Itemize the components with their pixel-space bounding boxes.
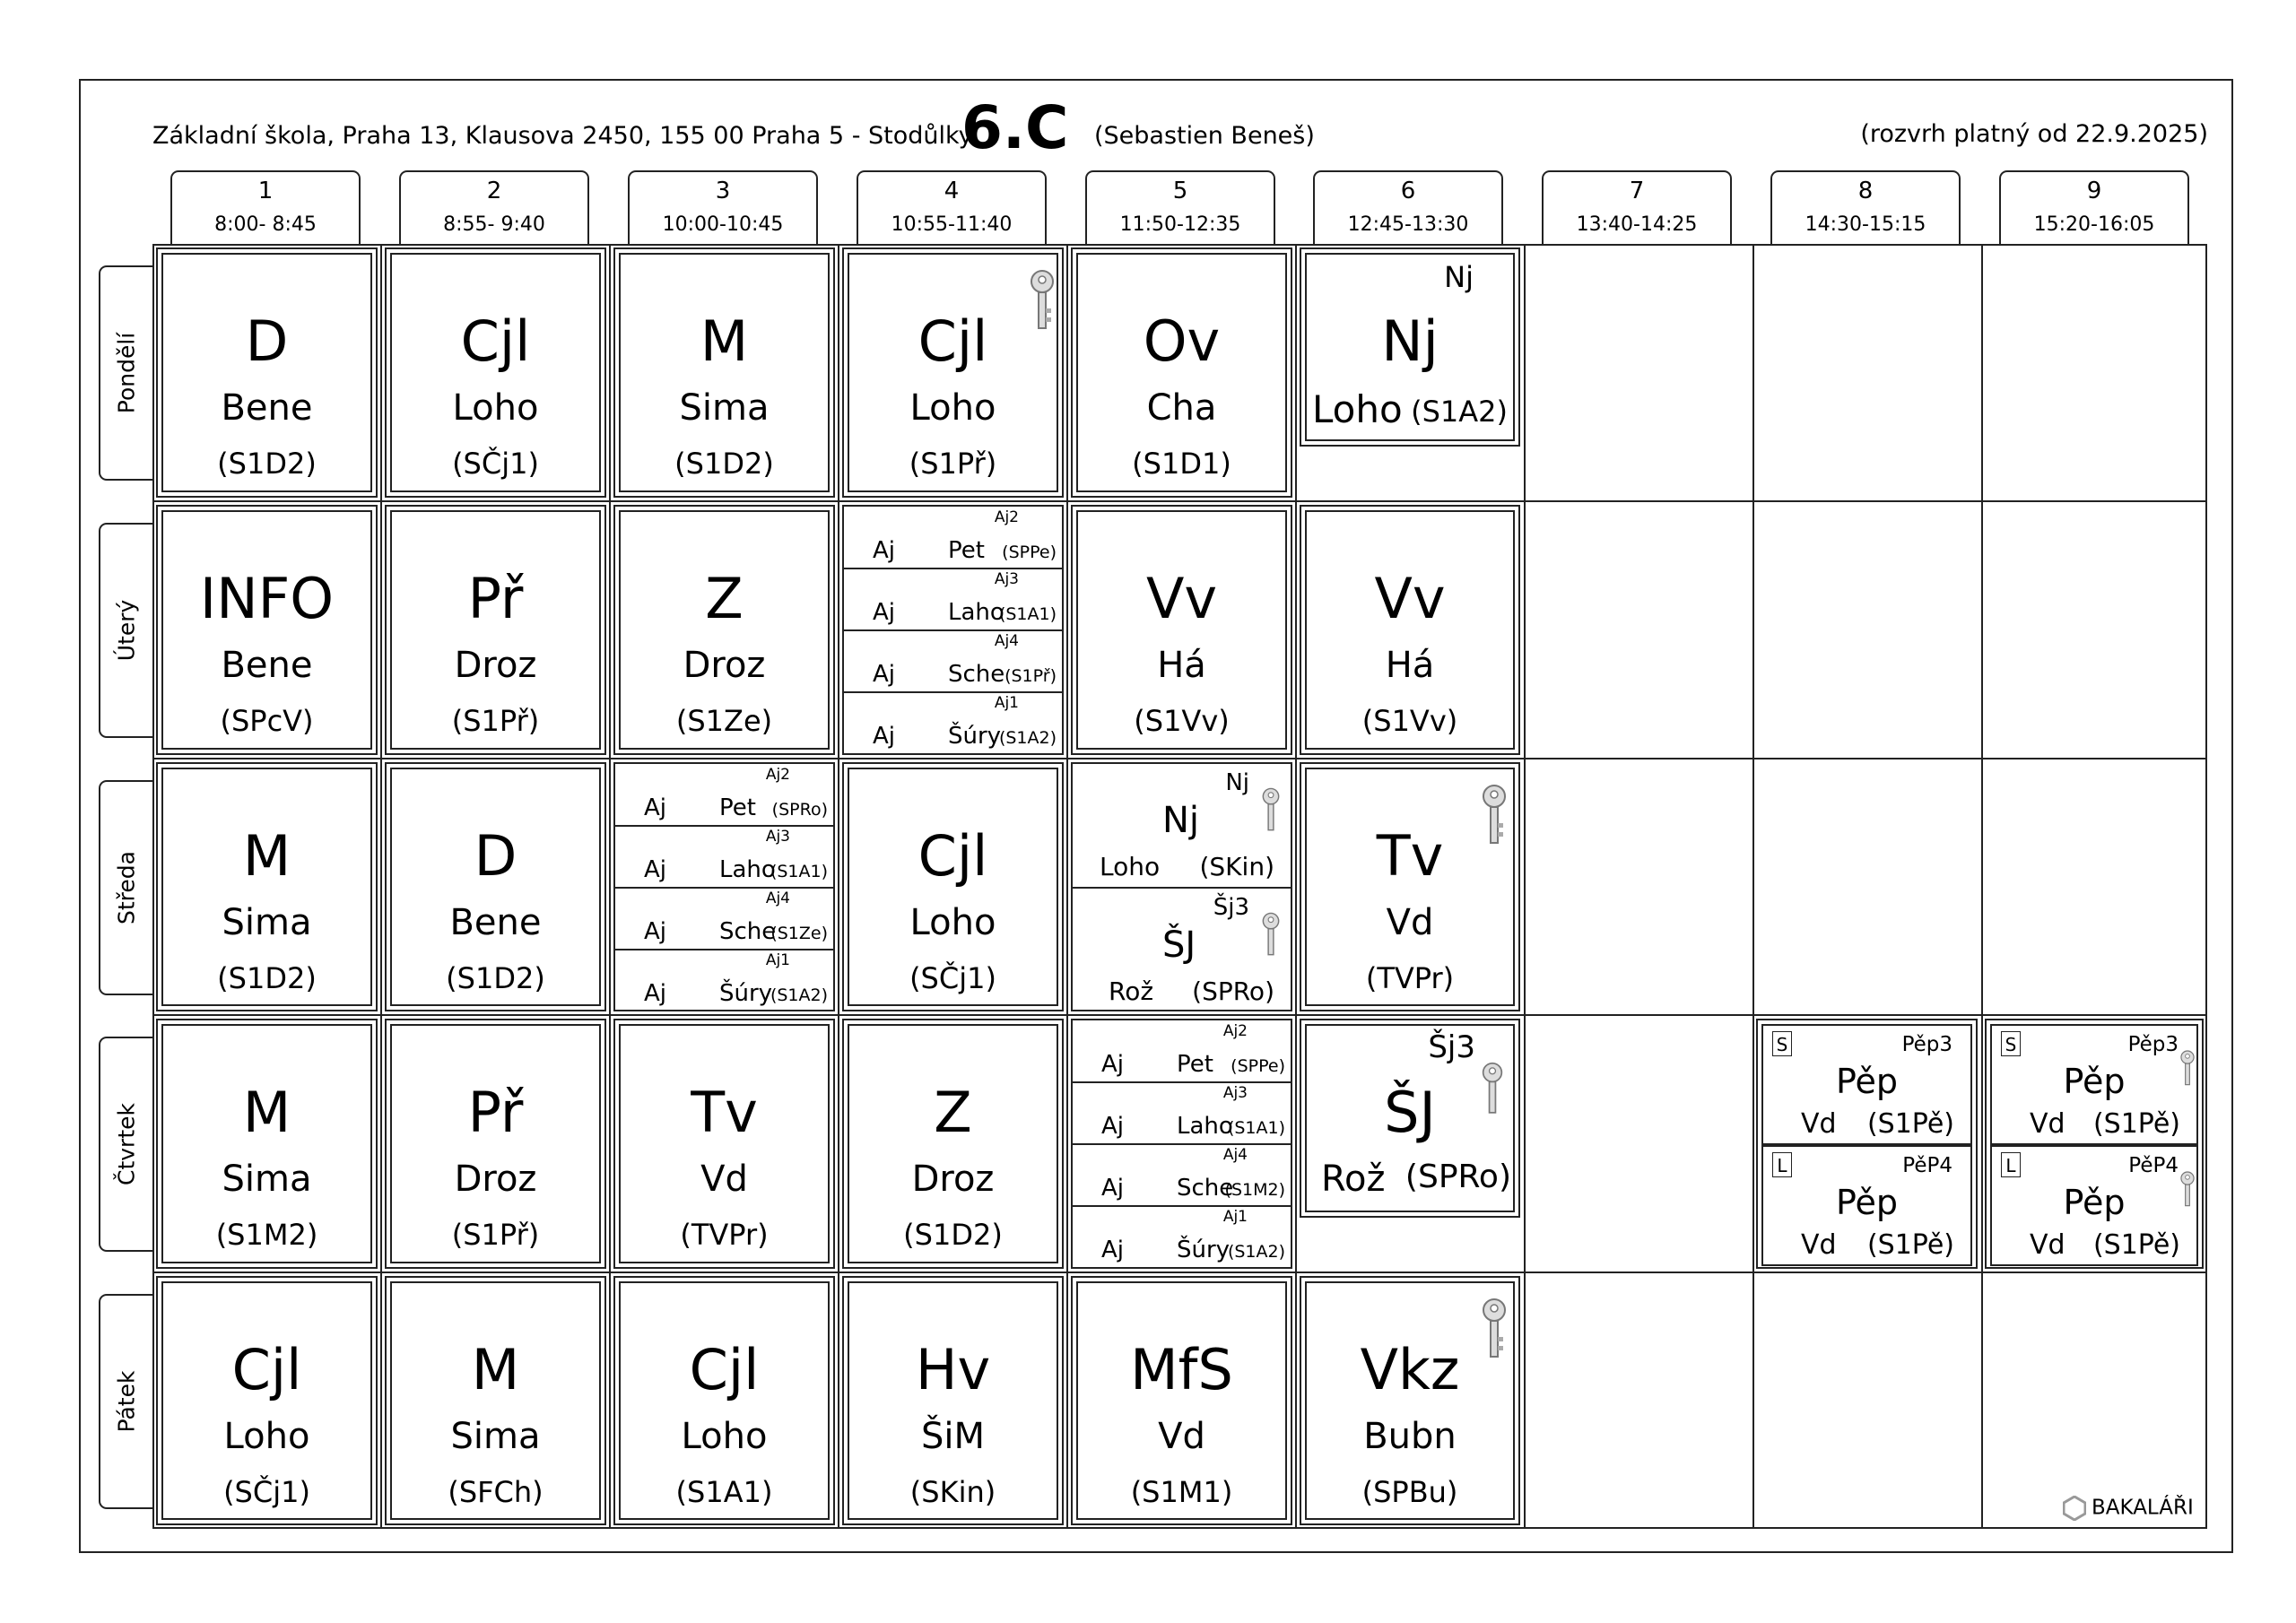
split-teacher: Laho [948, 599, 1004, 626]
period-header-7 [1542, 170, 1732, 244]
brand-name: BAKALÁŘI [2092, 1496, 2194, 1520]
grid-column-divider [1295, 244, 1297, 1529]
class-teacher: (Sebastien Beneš) [1094, 122, 1315, 150]
odd-week-lesson [1761, 1024, 1972, 1145]
lesson-card[interactable] [156, 505, 378, 755]
period-header-1 [170, 170, 361, 244]
grid-row-divider [152, 500, 2207, 502]
lesson-teacher: Droz [683, 645, 766, 686]
half-subject: Nj [1162, 800, 1200, 841]
lesson-group: Nj [1444, 260, 1474, 294]
period-number: 2 [486, 178, 502, 204]
lesson-room: (S1M1) [1130, 1475, 1233, 1509]
lesson-card[interactable] [1300, 1276, 1520, 1525]
lesson-subject: Cjl [231, 1337, 302, 1402]
split-room: (S1A1) [770, 862, 828, 881]
lesson-card[interactable] [156, 247, 378, 498]
split-teacher: Laho [719, 856, 776, 883]
lesson-teacher: Rož [1321, 1159, 1386, 1200]
split-subject: Aj [1101, 1051, 1125, 1078]
half-lesson-card[interactable] [1071, 762, 1292, 1011]
split-lesson-row [615, 764, 833, 827]
split-group: Aj3 [994, 570, 1019, 588]
lesson-room: (S1D2) [217, 447, 317, 481]
lesson-teacher: Há [1157, 645, 1206, 686]
split-subject: Aj [1101, 1237, 1125, 1263]
lesson-subject: M [700, 308, 749, 374]
period-time: 15:20-16:05 [2033, 213, 2155, 236]
day-label: Středa [113, 851, 140, 924]
day-tab-friday [99, 1294, 152, 1509]
school-name: Základní škola, Praha 13, Klausova 2450, 155 00 Praha 5 - Stodůlky [152, 122, 973, 150]
lesson-room: (S1Vv) [1134, 704, 1230, 738]
lesson-subject: MfS [1130, 1337, 1233, 1402]
period-time: 12:45-13:30 [1347, 213, 1469, 236]
week-lesson-card[interactable] [1985, 1019, 2204, 1269]
grid-row-divider [152, 1271, 2207, 1273]
day-tab-wednesday [99, 780, 152, 995]
split-teacher: Pet [1177, 1051, 1213, 1078]
split-group: Aj2 [1222, 1022, 1248, 1040]
grid-column-divider [380, 244, 382, 1529]
period-time: 10:55-11:40 [891, 213, 1013, 236]
week-subject: Pěp [2063, 1062, 2126, 1101]
lesson-room: (S1A1) [675, 1475, 773, 1509]
half-subject: ŠJ [1162, 924, 1196, 966]
grid-row-divider [152, 758, 2207, 759]
key-icon [1259, 912, 1283, 959]
split-room: (S1Př) [1004, 666, 1057, 686]
week-marker: L [2001, 1152, 2021, 1177]
half-room: (SPRo) [1192, 976, 1274, 1006]
lesson-teacher: Droz [911, 1159, 995, 1200]
lesson-room: (S1D2) [217, 961, 317, 995]
lesson-subject: Z [705, 566, 744, 631]
lesson-subject: Z [934, 1080, 972, 1145]
split-teacher: Šúry [948, 723, 1002, 750]
split-lesson-row [1073, 1082, 1291, 1145]
grid-column-divider [1524, 244, 1526, 1529]
week-room: (S1Pě) [2092, 1108, 2180, 1140]
split-teacher: Šúry [719, 980, 773, 1007]
split-group: Aj4 [765, 890, 790, 907]
split-room: (SPRo) [771, 800, 828, 820]
lesson-card[interactable] [1071, 1276, 1292, 1525]
half-teacher: Rož [1109, 976, 1154, 1006]
period-header-6 [1313, 170, 1503, 244]
split-lesson-row [844, 692, 1062, 753]
lesson-subject: Cjl [460, 308, 531, 374]
lesson-subject: D [474, 823, 517, 889]
half-group: Šj3 [1213, 894, 1249, 921]
lesson-card[interactable] [1300, 505, 1520, 755]
period-time: 14:30-15:15 [1805, 213, 1926, 236]
week-teacher: Vd [2030, 1108, 2066, 1140]
lesson-room: (S1Př) [909, 447, 997, 481]
day-label: Pátek [113, 1370, 140, 1433]
lesson-card[interactable] [1300, 1019, 1520, 1218]
half-teacher: Loho [1100, 852, 1161, 881]
period-number: 9 [2086, 178, 2102, 204]
lesson-subject: M [242, 1080, 291, 1145]
lesson-teacher: ŠiM [920, 1416, 985, 1457]
split-room: (S1A1) [1227, 1118, 1285, 1138]
split-subject: Aj [644, 794, 667, 821]
lesson-teacher: Bene [221, 645, 313, 686]
week-room: (S1Pě) [1866, 1108, 1954, 1140]
lesson-room: (TVPr) [1365, 961, 1455, 995]
week-group: PěP4 [2128, 1154, 2179, 1177]
split-lesson-row [1073, 1206, 1291, 1267]
lesson-subject: Vv [1374, 566, 1446, 631]
lesson-subject: Tv [691, 1080, 758, 1145]
day-label: Úterý [113, 599, 140, 662]
lesson-teacher: Loho [909, 902, 996, 943]
split-group: Aj4 [1222, 1146, 1248, 1164]
week-room: (S1Pě) [2092, 1229, 2180, 1261]
lesson-subject: D [245, 308, 289, 374]
split-subject: Aj [1101, 1175, 1125, 1202]
lesson-subject: Vkz [1360, 1337, 1460, 1402]
lesson-card[interactable] [613, 1019, 835, 1269]
week-subject: Pěp [2063, 1183, 2126, 1222]
split-room: (SPPe) [1002, 542, 1057, 562]
lesson-room: (SFCh) [448, 1475, 544, 1509]
lesson-group: Šj3 [1428, 1029, 1475, 1065]
lesson-teacher: Sima [222, 1159, 312, 1200]
grid-column-divider [1066, 244, 1068, 1529]
period-number: 7 [1629, 178, 1645, 204]
lesson-teacher: Sima [679, 387, 770, 429]
lesson-subject: Cjl [918, 823, 988, 889]
lesson-room: (SKin) [909, 1475, 996, 1509]
split-room: (S1A1) [998, 604, 1057, 624]
period-number: 8 [1857, 178, 1874, 204]
lesson-room: (S1D2) [903, 1218, 1003, 1252]
period-time: 8:55- 9:40 [443, 213, 545, 236]
lesson-room: (SČj1) [452, 447, 539, 481]
lesson-card[interactable] [1300, 762, 1520, 1011]
period-time: 11:50-12:35 [1119, 213, 1241, 236]
lesson-teacher: Loho [223, 1416, 310, 1457]
lesson-card[interactable] [385, 1019, 606, 1269]
lesson-teacher: Bene [449, 902, 542, 943]
period-number: 4 [944, 178, 960, 204]
lesson-card[interactable] [842, 1276, 1064, 1525]
split-group: Aj4 [994, 632, 1019, 650]
lesson-room: (SPcV) [220, 704, 314, 738]
lesson-teacher: Sima [222, 902, 312, 943]
split-teacher: Pet [948, 537, 985, 564]
split-lesson-row [615, 826, 833, 889]
split-subject: Aj [644, 856, 667, 883]
split-teacher: Laho [1177, 1113, 1233, 1140]
split-subject: Aj [873, 537, 896, 564]
week-subject: Pěp [1835, 1062, 1899, 1101]
lesson-teacher: Bene [221, 387, 313, 429]
lesson-teacher: Vd [1386, 902, 1434, 943]
lesson-card[interactable] [613, 505, 835, 755]
lesson-card[interactable] [842, 762, 1064, 1011]
lesson-room: (SČj1) [223, 1475, 310, 1509]
lesson-teacher: Vd [700, 1159, 748, 1200]
lesson-room: (S1Př) [451, 704, 540, 738]
lesson-room: (S1D2) [674, 447, 774, 481]
split-lesson-row [844, 507, 1062, 569]
split-group: Aj3 [765, 828, 790, 846]
lesson-card[interactable] [1071, 505, 1292, 755]
period-time: 13:40-14:25 [1576, 213, 1698, 236]
period-header-4 [857, 170, 1047, 244]
bakalari-brand [2063, 1496, 2194, 1521]
period-number: 6 [1400, 178, 1416, 204]
key-icon [1259, 787, 1283, 834]
lesson-card[interactable] [156, 1276, 378, 1525]
split-lesson-row [844, 630, 1062, 693]
week-marker: S [1772, 1031, 1792, 1056]
grid-column-divider [1752, 244, 1754, 1529]
week-teacher: Vd [1801, 1229, 1837, 1261]
lesson-room: (S1Vv) [1361, 704, 1458, 738]
lesson-subject: Př [467, 566, 524, 631]
split-subject: Aj [873, 723, 896, 750]
lesson-teacher: Vd [1158, 1416, 1205, 1457]
split-lesson-card[interactable] [1071, 1019, 1292, 1269]
split-room: (S1A2) [1227, 1242, 1285, 1262]
split-subject: Aj [873, 661, 896, 688]
period-number: 3 [715, 178, 731, 204]
split-room: (S1A2) [998, 728, 1057, 748]
week-room: (S1Pě) [1866, 1229, 1954, 1261]
lesson-card[interactable] [842, 1019, 1064, 1269]
period-header-5 [1085, 170, 1275, 244]
split-group: Aj1 [765, 951, 790, 969]
grid-column-divider [609, 244, 611, 1529]
class-name: 6.C [961, 93, 1069, 162]
lesson-card[interactable] [385, 505, 606, 755]
split-room: (S1M2) [1224, 1180, 1285, 1200]
split-lesson-row [1073, 1144, 1291, 1207]
lesson-teacher: Sima [450, 1416, 541, 1457]
split-room: (S1Ze) [770, 924, 828, 943]
lesson-card[interactable] [1300, 247, 1520, 447]
split-group: Aj2 [994, 508, 1019, 526]
lesson-room: (S1D2) [446, 961, 545, 995]
split-subject: Aj [873, 599, 896, 626]
lesson-subject: Cjl [689, 1337, 760, 1402]
split-lesson-row [615, 950, 833, 1011]
even-week-lesson [1761, 1145, 1972, 1266]
lesson-card[interactable] [385, 247, 606, 498]
lesson-room: (SČj1) [909, 961, 996, 995]
period-header-9 [1999, 170, 2189, 244]
split-lesson-card[interactable] [842, 505, 1064, 755]
period-number: 5 [1172, 178, 1188, 204]
lesson-card[interactable] [1071, 247, 1292, 498]
lesson-room: (S1D1) [1132, 447, 1231, 481]
lesson-subject: INFO [199, 566, 335, 631]
half-room: (SKin) [1199, 852, 1274, 881]
lesson-subject: Ov [1143, 308, 1221, 374]
lesson-teacher: Droz [454, 1159, 537, 1200]
split-room: (SPPe) [1231, 1056, 1285, 1076]
period-number: 1 [257, 178, 274, 204]
grid-column-divider [1981, 244, 1983, 1529]
week-subject: Pěp [1835, 1183, 1899, 1222]
week-marker: L [1772, 1152, 1792, 1177]
lesson-card[interactable] [842, 247, 1064, 498]
split-room: (S1A2) [770, 985, 828, 1005]
week-marker: S [2001, 1031, 2021, 1056]
split-teacher: Sche [948, 661, 1005, 688]
lesson-room: (S1M2) [215, 1218, 318, 1252]
lesson-card[interactable] [385, 1276, 606, 1525]
split-subject: Aj [644, 980, 667, 1007]
period-header-8 [1770, 170, 1961, 244]
week-group: Pěp3 [1901, 1033, 1952, 1056]
split-group: Aj3 [1222, 1084, 1248, 1102]
grid-row-divider [152, 1014, 2207, 1016]
lesson-card[interactable] [613, 1276, 835, 1525]
period-header-3 [628, 170, 818, 244]
day-label: Čtvrtek [113, 1103, 140, 1185]
lesson-teacher: Há [1385, 645, 1435, 686]
valid-from: (rozvrh platný od 22.9.2025) [1860, 120, 2208, 148]
lesson-card[interactable] [156, 762, 378, 1011]
split-teacher: Šúry [1177, 1237, 1231, 1263]
split-subject: Aj [1101, 1113, 1125, 1140]
half-group: Nj [1225, 769, 1249, 796]
bakalari-logo-icon [2063, 1496, 2086, 1521]
lesson-subject: Hv [915, 1337, 991, 1402]
period-time: 8:00- 8:45 [214, 213, 317, 236]
lesson-card[interactable] [613, 247, 835, 498]
lesson-teacher: Bubn [1363, 1416, 1457, 1457]
lesson-subject: Cjl [918, 308, 988, 374]
week-group: Pěp3 [2127, 1033, 2179, 1056]
split-teacher: Sche [719, 918, 777, 945]
lesson-teacher: Loho [452, 387, 539, 429]
lesson-subject: ŠJ [1384, 1080, 1436, 1145]
lesson-room: (S1Př) [451, 1218, 540, 1252]
week-group: PěP4 [1902, 1154, 1952, 1177]
lesson-room: (S1Ze) [675, 704, 773, 738]
day-tab-thursday [99, 1037, 152, 1252]
week-teacher: Vd [1801, 1108, 1837, 1140]
even-week-lesson [1990, 1145, 2198, 1266]
week-teacher: Vd [2030, 1229, 2066, 1261]
split-lesson-row [844, 568, 1062, 631]
lesson-room: (S1A2) [1411, 395, 1508, 429]
lesson-card[interactable] [385, 762, 606, 1011]
lesson-teacher: Cha [1146, 387, 1217, 429]
lesson-teacher: Loho [1312, 387, 1403, 431]
lesson-room: (TVPr) [680, 1218, 769, 1252]
lesson-subject: Vv [1145, 566, 1218, 631]
half-lesson [1073, 764, 1291, 889]
lesson-room: (SPBu) [1361, 1475, 1458, 1509]
day-label: Pondělí [113, 332, 140, 414]
lesson-subject: Př [467, 1080, 524, 1145]
period-header-2 [399, 170, 589, 244]
lesson-teacher: Loho [681, 1416, 768, 1457]
lesson-teacher: Droz [454, 645, 537, 686]
split-lesson-card[interactable] [613, 762, 835, 1011]
period-time: 10:00-10:45 [662, 213, 784, 236]
split-lesson-row [1073, 1020, 1291, 1083]
split-group: Aj1 [1222, 1208, 1248, 1226]
week-lesson-card[interactable] [1756, 1019, 1978, 1269]
lesson-subject: M [242, 823, 291, 889]
split-subject: Aj [644, 918, 667, 945]
lesson-room: (SPRo) [1405, 1159, 1511, 1195]
half-lesson [1073, 889, 1291, 1011]
split-teacher: Sche [1177, 1175, 1234, 1202]
grid-column-divider [838, 244, 839, 1529]
split-group: Aj2 [765, 766, 790, 784]
day-tab-tuesday [99, 523, 152, 738]
lesson-subject: Nj [1381, 308, 1439, 374]
split-teacher: Pet [719, 794, 756, 821]
lesson-subject: M [471, 1337, 520, 1402]
lesson-card[interactable] [156, 1019, 378, 1269]
split-group: Aj1 [994, 694, 1019, 712]
lesson-subject: Tv [1376, 823, 1444, 889]
odd-week-lesson [1990, 1024, 2198, 1145]
day-tab-monday [99, 265, 152, 481]
split-lesson-row [615, 888, 833, 950]
lesson-teacher: Loho [909, 387, 996, 429]
